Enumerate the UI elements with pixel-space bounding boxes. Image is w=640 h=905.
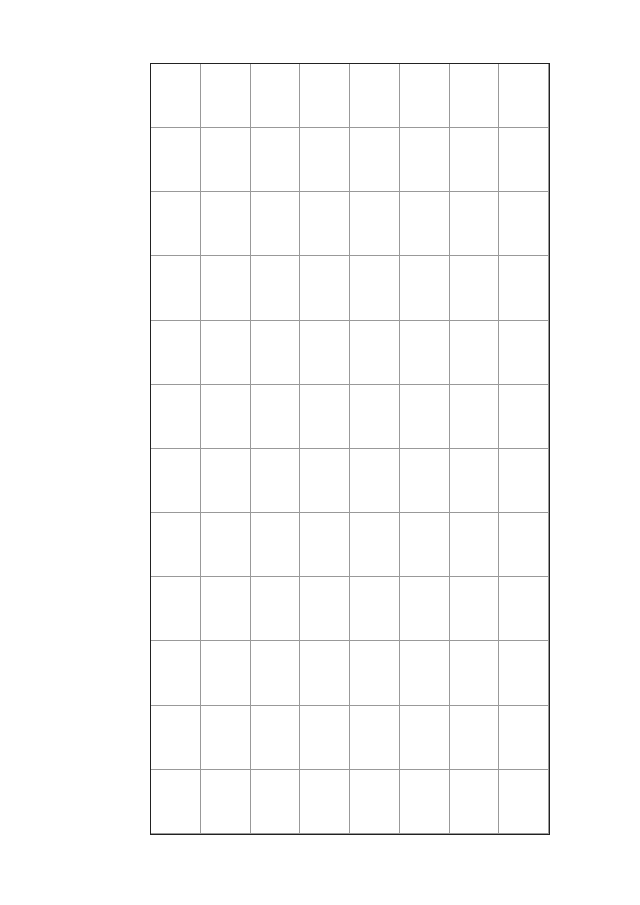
table-cell xyxy=(151,770,201,834)
table-cell xyxy=(400,449,450,513)
table-cell xyxy=(151,706,201,770)
table-cell xyxy=(450,128,500,192)
table-cell xyxy=(201,641,251,705)
table-cell xyxy=(499,192,549,256)
table-cell xyxy=(499,577,549,641)
table-cell xyxy=(151,513,201,577)
table-cell xyxy=(499,706,549,770)
table-cell xyxy=(450,706,500,770)
table-cell xyxy=(300,385,350,449)
table-cell xyxy=(251,706,301,770)
table-cell xyxy=(251,64,301,128)
data-table xyxy=(150,63,550,835)
table-cell xyxy=(251,577,301,641)
table-cell xyxy=(300,449,350,513)
table-cell xyxy=(251,192,301,256)
table-cell xyxy=(350,706,400,770)
table-cell xyxy=(350,449,400,513)
table-cell xyxy=(300,577,350,641)
table-cell xyxy=(499,385,549,449)
table-cell xyxy=(450,577,500,641)
table-cell xyxy=(201,449,251,513)
table-cell xyxy=(251,256,301,320)
table-cell xyxy=(499,770,549,834)
table-cell xyxy=(350,641,400,705)
table-cell xyxy=(499,641,549,705)
table-cell xyxy=(350,256,400,320)
table-cell xyxy=(201,385,251,449)
table-cell xyxy=(251,321,301,385)
table-cell xyxy=(151,577,201,641)
table-cell xyxy=(400,64,450,128)
table-cell xyxy=(350,385,400,449)
table-cell xyxy=(300,128,350,192)
table-cell xyxy=(201,770,251,834)
table-cell xyxy=(251,449,301,513)
table-cell xyxy=(300,321,350,385)
table-cell xyxy=(450,513,500,577)
table-cell xyxy=(350,64,400,128)
table-cell xyxy=(450,321,500,385)
table-cell xyxy=(400,192,450,256)
table-cell xyxy=(450,192,500,256)
table-cell xyxy=(450,385,500,449)
table-cell xyxy=(201,706,251,770)
table-cell xyxy=(251,128,301,192)
table-cell xyxy=(499,321,549,385)
table-cell xyxy=(400,770,450,834)
table-cell xyxy=(400,128,450,192)
table-cell xyxy=(400,706,450,770)
table-cell xyxy=(151,641,201,705)
table-cell xyxy=(499,513,549,577)
table-cell xyxy=(450,64,500,128)
table-cell xyxy=(151,449,201,513)
table-cell xyxy=(151,64,201,128)
table-cell xyxy=(499,128,549,192)
table-cell xyxy=(201,577,251,641)
table-cell xyxy=(400,513,450,577)
table-cell xyxy=(350,577,400,641)
table-cell xyxy=(350,513,400,577)
table-cell xyxy=(151,256,201,320)
table-cell xyxy=(499,256,549,320)
table-cell xyxy=(201,513,251,577)
table-cell xyxy=(300,256,350,320)
table-cell xyxy=(201,321,251,385)
table-cell xyxy=(400,577,450,641)
table-cell xyxy=(499,64,549,128)
table-cell xyxy=(350,128,400,192)
table-cell xyxy=(400,641,450,705)
table-cell xyxy=(450,641,500,705)
table-cell xyxy=(350,770,400,834)
table-cell xyxy=(400,321,450,385)
table-cell xyxy=(300,513,350,577)
table-cell xyxy=(350,321,400,385)
table-cell xyxy=(450,770,500,834)
table-cell xyxy=(251,770,301,834)
table-cell xyxy=(251,385,301,449)
table-cell xyxy=(300,192,350,256)
table-cell xyxy=(450,449,500,513)
table-cell xyxy=(151,385,201,449)
table-cell xyxy=(201,192,251,256)
table-cell xyxy=(499,449,549,513)
table-cell xyxy=(251,513,301,577)
table-cell xyxy=(151,321,201,385)
table-cell xyxy=(251,641,301,705)
table-cell xyxy=(450,256,500,320)
table-cell xyxy=(201,64,251,128)
table-cell xyxy=(350,192,400,256)
table-cell xyxy=(300,706,350,770)
table-cell xyxy=(151,128,201,192)
table-cell xyxy=(300,641,350,705)
table-cell xyxy=(201,128,251,192)
table-cell xyxy=(300,64,350,128)
table-cell xyxy=(151,192,201,256)
table-cell xyxy=(300,770,350,834)
table-cell xyxy=(400,256,450,320)
table-cell xyxy=(201,256,251,320)
table-cell xyxy=(400,385,450,449)
